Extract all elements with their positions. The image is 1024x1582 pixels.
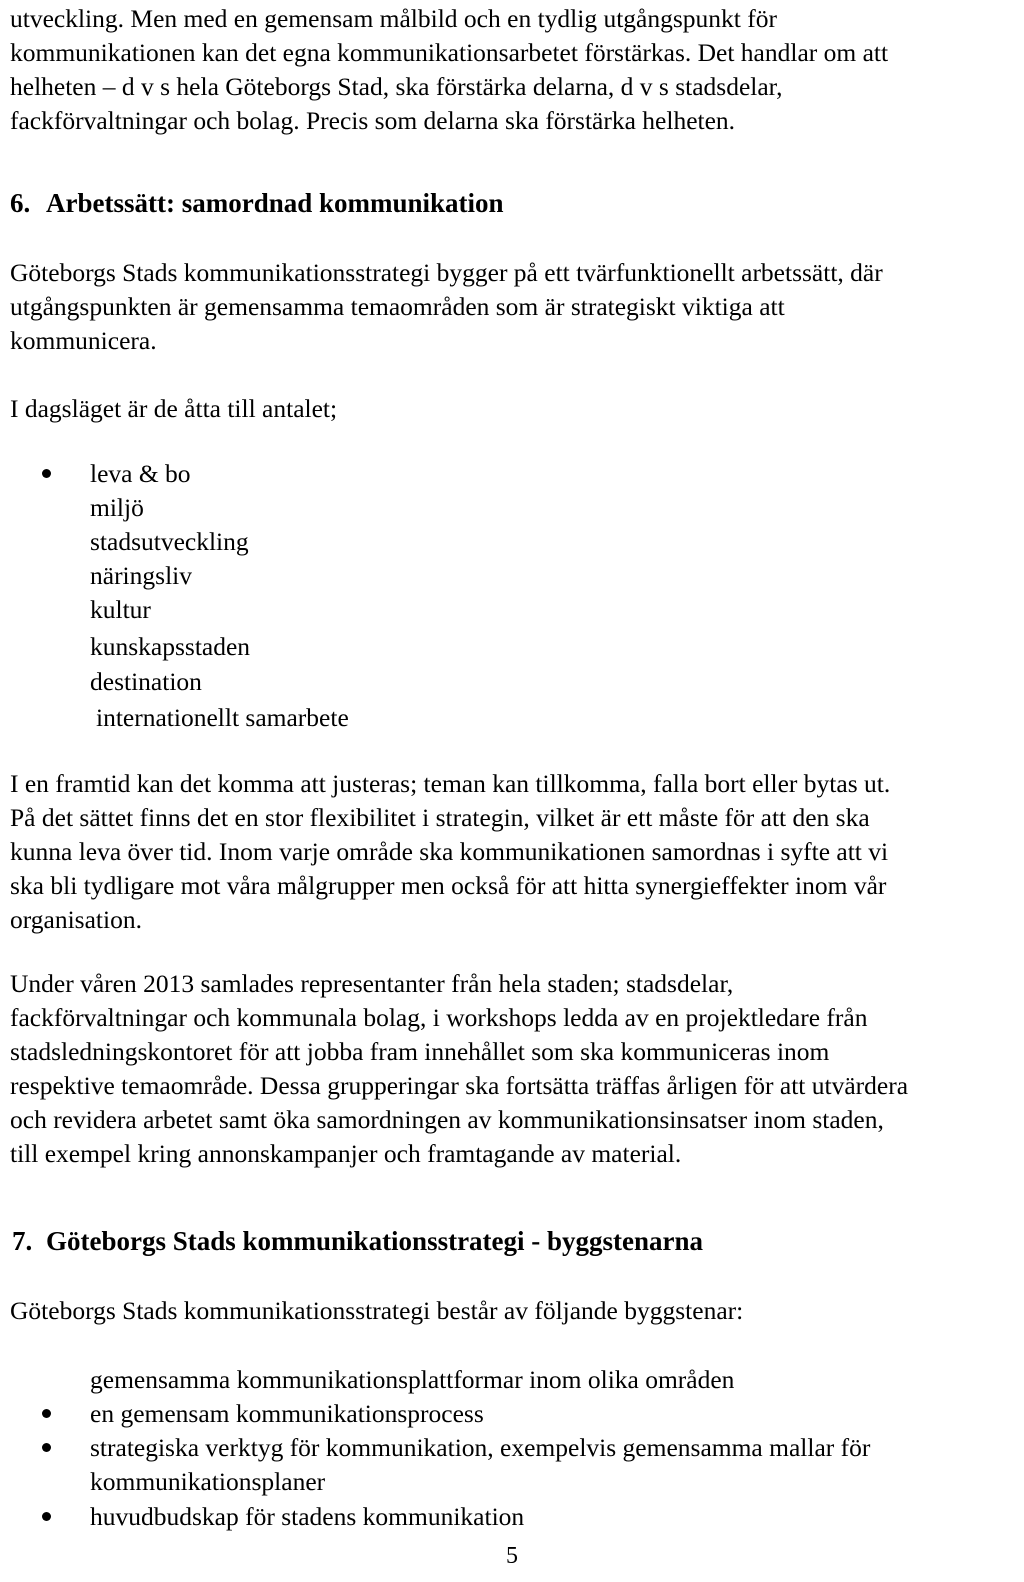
bullet-icon [42,1409,51,1418]
s6-p2-line-5: organisation. [10,905,142,934]
bullet-icon [42,469,51,478]
section-6-number: 6. [10,188,31,218]
s6-p3-line-2: fackförvaltningar och kommunala bolag, i workshops ledda av en projektledare från [10,1003,868,1032]
theme-item: kultur [90,595,151,624]
building-block-item: gemensamma kommunikationsplattformar inom olika områden [90,1365,735,1394]
s6-p2-line-3: kunna leva över tid. Inom varje område ska kommunikationen samordnas i syfte att vi [10,837,889,866]
theme-item: miljö [90,493,144,522]
building-block-item: huvudbudskap för stadens kommunikation [90,1502,525,1531]
themes-list-intro: I dagsläget är de åtta till antalet; [10,394,338,423]
s6-p3-line-3: stadsledningskontoret för att jobba fram innehållet som ska kommuniceras inom [10,1037,830,1066]
s6-p3-line-4: respektive temaområde. Dessa grupperingar ska fortsätta träffas årligen för att utvärdera [10,1071,909,1100]
s6-p3-line-1: Under våren 2013 samlades representanter från hela staden; stadsdelar, [10,969,734,998]
theme-item: stadsutveckling [90,527,249,556]
s6-p3-line-6: till exempel kring annonskampanjer och framtagande av material. [10,1139,682,1168]
s6-p1-line-1: Göteborgs Stads kommunikationsstrategi bygger på ett tvärfunktionellt arbetssätt, där [10,258,883,287]
intro-line-2: kommunikationen kan det egna kommunikationsarbetet förstärkas. Det handlar om att [10,38,889,67]
s6-p1-line-3: kommunicera. [10,326,157,355]
theme-item: näringsliv [90,561,192,590]
section-6-title: Arbetssätt: samordnad kommunikation [46,188,504,218]
bullet-icon [42,1512,51,1521]
intro-line-3: helheten – d v s hela Göteborgs Stad, ska förstärka delarna, d v s stadsdelar, [10,72,783,101]
building-block-item: strategiska verktyg för kommunikation, exempelvis gemensamma mallar för [90,1433,871,1462]
s6-p2-line-2: På det sättet finns det en stor flexibilitet i strategin, vilket är ett måste för att den ska [10,803,870,832]
building-block-item: en gemensam kommunikationsprocess [90,1399,484,1428]
s6-p2-line-1: I en framtid kan det komma att justeras; teman kan tillkomma, falla bort eller bytas ut. [10,769,891,798]
intro-line-4: fackförvaltningar och bolag. Precis som delarna ska förstärka helheten. [10,106,736,135]
section-7-title: Göteborgs Stads kommunikationsstrategi - byggstenarna [46,1226,704,1256]
section-6-heading [10,188,504,219]
building-block-item-continued: kommunikationsplaner [90,1467,326,1496]
section-7-heading [12,1226,703,1257]
section-7-number: 7. [12,1226,33,1256]
bullet-icon [42,1443,51,1452]
page-number: 5 [506,1543,518,1569]
theme-item: internationellt samarbete [96,703,349,732]
section-7-intro: Göteborgs Stads kommunikationsstrategi består av följande byggstenar: [10,1296,744,1325]
s6-p3-line-5: och revidera arbetet samt öka samordningen av kommunikationsinsatser inom staden, [10,1105,884,1134]
theme-item: leva & bo [90,459,191,488]
theme-item: kunskapsstaden [90,632,251,661]
s6-p1-line-2: utgångspunkten är gemensamma temaområden som är strategiskt viktiga att [10,292,785,321]
intro-line-1: utveckling. Men med en gemensam målbild och en tydlig utgångspunkt för [10,4,777,33]
theme-item: destination [90,667,202,696]
s6-p2-line-4: ska bli tydligare mot våra målgrupper men också för att hitta synergieffekter inom vår [10,871,887,900]
